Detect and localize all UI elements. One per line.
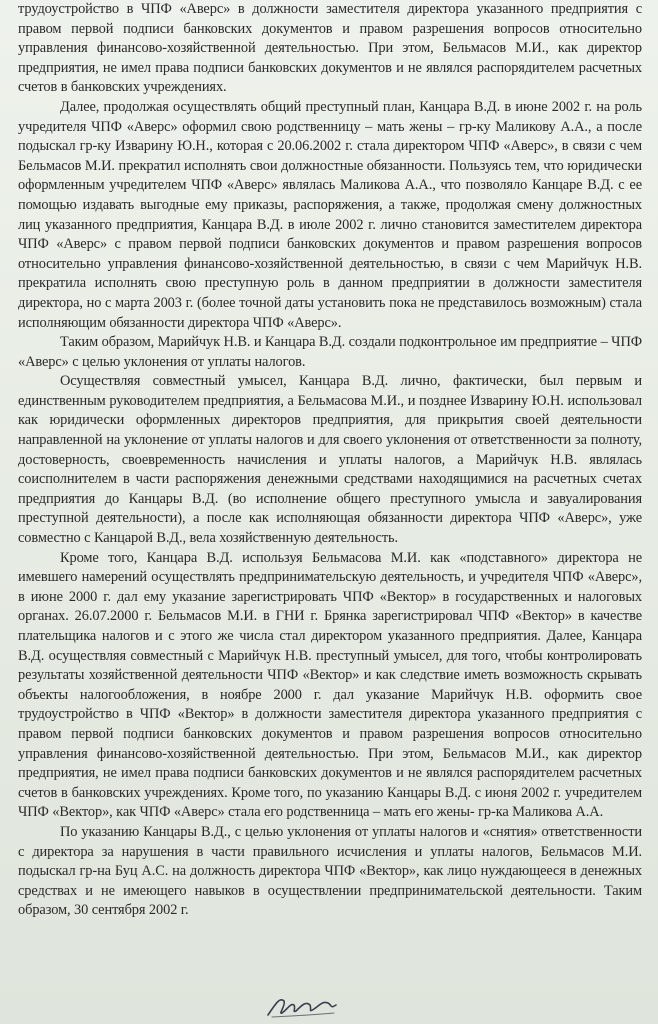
paragraph: трудоустройство в ЧПФ «Аверс» в должности заместителя директора указанного предприятия с правом первой подписи банковских документов и правом разрешения вопросов относительно управления финансово-хозяйственной деятельностью. При этом, Бельмасов М.И., как директор предприятия, не имел права подписи банковских документов и не являлся распорядителем расчетных счетов в банковских учреждениях. [18, 1, 642, 96]
paragraph: По указанию Канцары В.Д., с целью уклонения от уплаты налогов и «снятия» ответственности с директора за нарушения в части правильного исчисления и уплаты налогов, Бельмасов М.И. подыскал гр-на Буц А.С. на должность директора ЧПФ «Вектор», как лицо нуждающееся в денежных средствах и не имеющего навыков в осуществлении предпринимательской деятельности. Таким образом, 30 сентября 2002 г. [18, 823, 642, 919]
paragraph: Далее, продолжая осуществлять общий преступный план, Канцара В.Д. в июне 2002 г. на роль учредителя ЧПФ «Аверс» оформил свою родственницу – мать жены – гр-ку Маликову А.А., а после подыскал гр-ку Изварину Ю.Н., которая с 20.06.2002 г. стала директором ЧПФ «Аверс», в связи с чем Бельмасов М.И. прекратил исполнять свои должностные обязанности. Пользуясь тем, что юридически оформленным учредителем ЧПФ «Аверс» являлась Маликова А.А., что позволяло Канцаре В.Д. с ее помощью издавать выгодные ему приказы, распоряжения, а также, продолжая смену должностных лиц указанного предприятия, Канцара В.Д. в июле 2002 г. лично становится заместителем директора ЧПФ «Аверс» с правом первой подписи банковских документов и правом разрешения вопросов относительно управления финансово-хозяйственной деятельностью, в связи с чем Марийчук Н.В. прекратила исполнять свою преступную роль в данном предприятии в должности заместителя директора, но с марта 2003 г. (более точной даты установить пока не представилось возможным) стала исполняющим обязанности директора ЧПФ «Аверс». [18, 98, 642, 331]
signature [262, 993, 342, 1021]
paragraph: Таким образом, Марийчук Н.В. и Канцара В.Д. создали подконтрольное им предприятие – ЧПФ «Аверс» с целью уклонения от уплаты налогов. [18, 334, 642, 370]
document-page [18, 0, 642, 921]
paragraph: Осуществляя совместный умысел, Канцара В.Д. лично, фактически, был первым и единственным руководителем предприятия, а Бельмасова М.И., и позднее Изварину Ю.Н. использовал как юридически оформленных директоров предприятия, для прикрытия своей деятельности направленной на уклонение от уплаты налогов и для своего уклонения от ответственности за полноту, достоверность, своевременность начисления и уплаты налогов, а Марийчук Н.В. являлась соисполнителем в части распоряжения денежными средствами находящимися на расчетных счетах предприятия до Канцары В.Д. (во исполнение общего преступного умысла и завуалирования преступной деятельности), а после как исполняющая обязанности директора ЧПФ «Аверс», уже совместно с Канцарой В.Д., вела хозяйственную деятельность. [18, 373, 642, 547]
paragraph: Кроме того, Канцара В.Д. используя Бельмасова М.И. как «подставного» директора не имевшего намерений осуществлять предпринимательскую деятельность, и учредителя ЧПФ «Аверс», в июне 2000 г. дал ему указание зарегистрировать ЧПФ «Вектор» в государственных и налоговых органах. 26.07.2000 г. Бельмасов М.И. в ГНИ г. Брянка зарегистрировал ЧПФ «Вектор» в качестве плательщика налогов и с этого же числа стал директором указанного предприятия. Далее, Канцара В.Д. осуществляя совместный с Марийчук Н.В. преступный умысел, для того, чтобы контролировать результаты хозяйственной деятельности ЧПФ «Вектор» и как следствие иметь возможность скрывать объекты налогообложения, в ноябре 2000 г. дал указание Марийчук Н.В. оформить свое трудоустройство в ЧПФ «Вектор» в должности заместителя директора указанного предприятия с правом первой подписи банковских документов и правом разрешения вопросов относительно управления финансово-хозяйственной деятельностью. При этом, Бельмасов М.И., как директор предприятия, не имел права подписи банковских документов и не являлся распорядителем расчетных счетов в банковских учреждениях. Кроме того, по указанию Канцары В.Д. с июня 2002 г. учредителем ЧПФ «Вектор», как ЧПФ «Аверс» стала его родственница – мать его жены- гр-ка Маликова А.А. [18, 549, 642, 821]
